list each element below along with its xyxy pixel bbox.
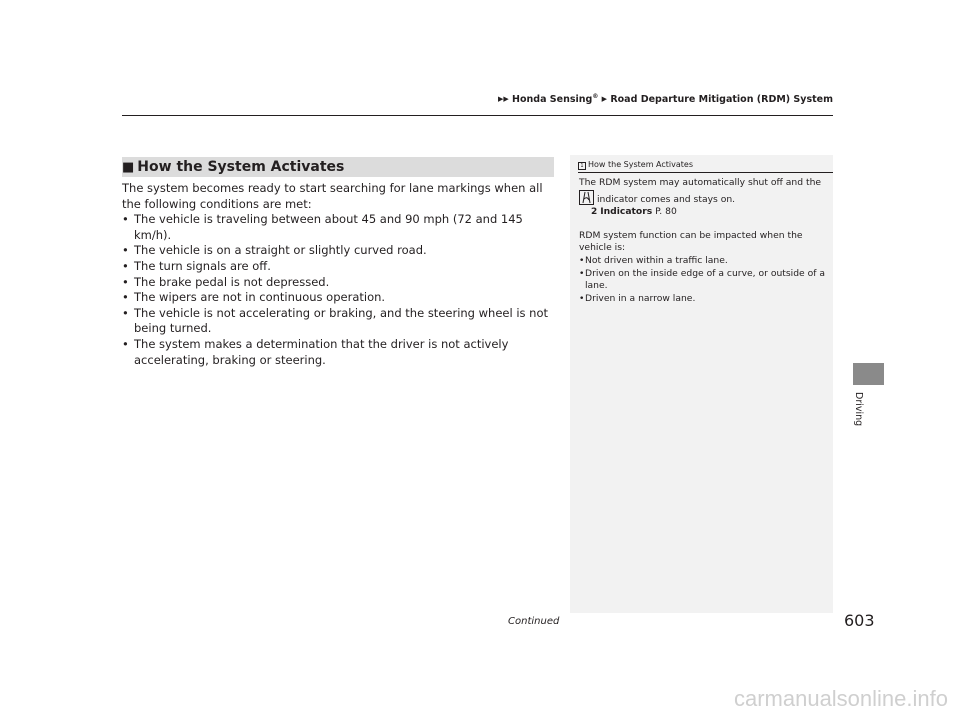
- rdm-indicator-icon: [579, 190, 594, 205]
- list-item: • The vehicle is not accelerating or braking, and the steering wheel is not being turned.: [122, 305, 549, 336]
- list-item: • Driven in a narrow lane.: [579, 292, 696, 304]
- section-square-icon: ■: [122, 159, 135, 175]
- chapter-tab[interactable]: [853, 363, 884, 385]
- bullet-icon: •: [122, 336, 129, 351]
- side-note-heading: 1 How the System Activates: [578, 159, 833, 173]
- watermark: carmanualsonline.info: [733, 686, 948, 711]
- bullet-icon: •: [122, 212, 129, 227]
- bullet-icon: •: [122, 258, 129, 273]
- reference-arrow-icon: 2: [591, 207, 598, 218]
- note-list: [579, 255, 829, 305]
- chapter-tab-label: Driving: [853, 392, 864, 427]
- main-content: [122, 181, 552, 368]
- section-heading: [122, 157, 554, 177]
- side-note-panel: [570, 155, 833, 613]
- note-paragraph: The RDM system may automatically shut off and the: [579, 177, 822, 188]
- continued-label: Continued: [508, 616, 560, 627]
- breadcrumb-item-honda-sensing: Honda Sensing: [512, 94, 593, 105]
- list-item: • The vehicle is on a straight or slightly curved road.: [122, 243, 427, 258]
- note-marker-icon: 1: [578, 162, 586, 170]
- note-paragraph: RDM system function can be impacted when the vehicle is:: [579, 229, 803, 254]
- header-divider: [122, 115, 833, 116]
- reference-link-indicators[interactable]: Indicators: [600, 206, 653, 218]
- breadcrumb: [0, 93, 833, 105]
- list-item: • Driven on the inside edge of a curve, or outside of a lane.: [579, 267, 826, 292]
- conditions-list: [122, 212, 552, 368]
- list-item: • Not driven within a traffic lane.: [579, 254, 728, 266]
- section-title: How the System Activates: [137, 159, 345, 175]
- registered-mark: ®: [592, 93, 599, 100]
- list-item: • The wipers are not in continuous operation.: [122, 290, 386, 305]
- list-item: • The brake pedal is not depressed.: [122, 274, 330, 289]
- bullet-icon: •: [122, 290, 129, 305]
- cross-reference[interactable]: [579, 206, 829, 219]
- note-paragraph: indicator comes and stays on.: [579, 190, 829, 207]
- list-item: • The turn signals are off.: [122, 258, 271, 273]
- bullet-icon: •: [579, 267, 585, 279]
- bullet-icon: •: [122, 305, 129, 320]
- bullet-icon: •: [122, 243, 129, 258]
- bullet-icon: •: [579, 292, 585, 304]
- list-item: • The vehicle is traveling between about 45 and 90 mph (72 and 145 km/h).: [122, 212, 523, 242]
- spacer: [579, 219, 829, 230]
- bullet-icon: •: [579, 254, 585, 266]
- reference-page: P. 80: [655, 206, 677, 218]
- bullet-icon: •: [122, 274, 129, 289]
- intro-paragraph: The system becomes ready to start searching for lane markings when all the following conditions are met:: [122, 181, 543, 211]
- side-note-body: [579, 177, 829, 305]
- breadcrumb-arrow-icon: ▶▶: [497, 95, 509, 103]
- list-item: • The system makes a determination that the driver is not actively accelerating, braking or steering.: [122, 336, 509, 367]
- breadcrumb-arrow-icon: ▶: [601, 95, 608, 103]
- breadcrumb-item-rdm: Road Departure Mitigation (RDM) System: [610, 94, 833, 105]
- page-number: 603: [844, 611, 875, 630]
